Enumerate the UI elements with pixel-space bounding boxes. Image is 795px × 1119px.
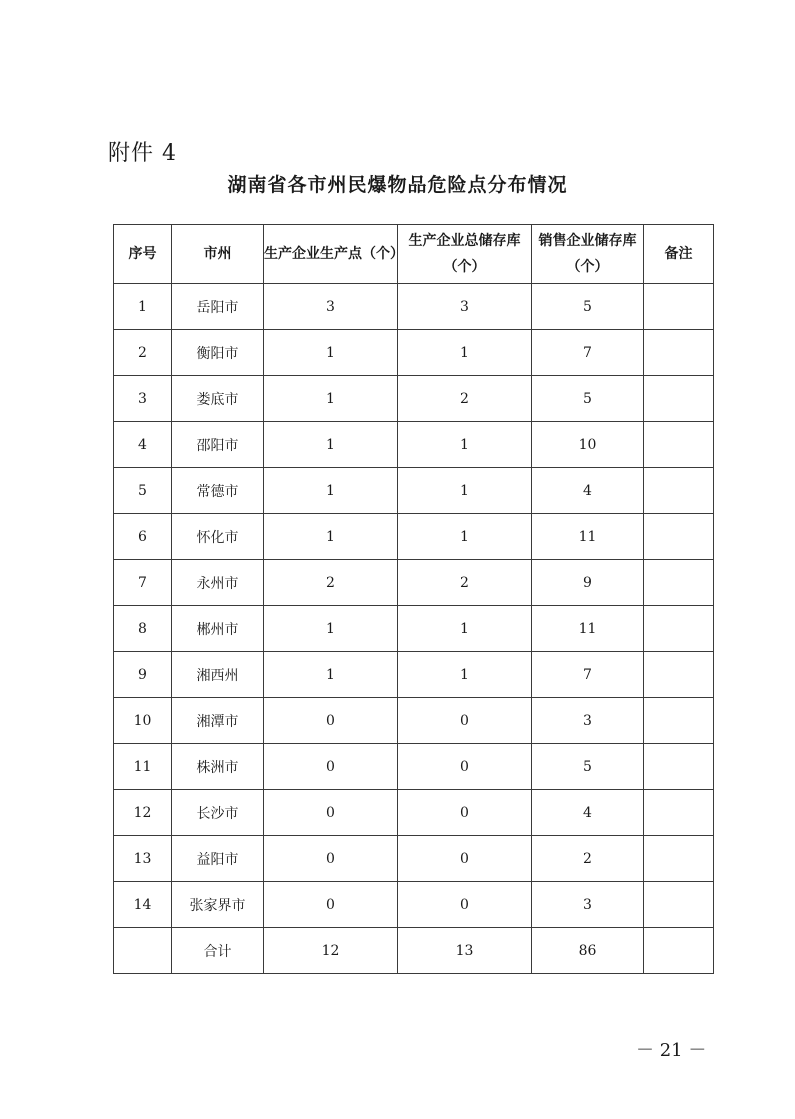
cell-city: 郴州市	[172, 606, 264, 652]
cell-production-storage: 2	[398, 560, 532, 606]
cell-production-storage: 1	[398, 652, 532, 698]
cell-production-storage: 3	[398, 284, 532, 330]
cell-production-points: 1	[264, 652, 398, 698]
cell-sales-storage: 4	[532, 790, 644, 836]
cell-remarks	[644, 744, 714, 790]
cell-remarks	[644, 560, 714, 606]
cell-sales-storage: 9	[532, 560, 644, 606]
cell-production-points: 1	[264, 330, 398, 376]
total-cell-production-storage: 13	[398, 928, 532, 974]
cell-city: 张家界市	[172, 882, 264, 928]
header-remarks: 备注	[644, 225, 714, 284]
cell-production-storage: 0	[398, 790, 532, 836]
cell-seq: 9	[114, 652, 172, 698]
cell-remarks	[644, 284, 714, 330]
cell-remarks	[644, 606, 714, 652]
cell-sales-storage: 2	[532, 836, 644, 882]
table-row	[114, 606, 714, 652]
cell-production-storage: 2	[398, 376, 532, 422]
header-sales-storage: 销售企业储存库（个）	[532, 225, 644, 284]
cell-city: 邵阳市	[172, 422, 264, 468]
table-row	[114, 284, 714, 330]
cell-seq: 2	[114, 330, 172, 376]
table-row	[114, 652, 714, 698]
table-row	[114, 790, 714, 836]
header-production-storage: 生产企业总储存库（个）	[398, 225, 532, 284]
cell-remarks	[644, 422, 714, 468]
cell-production-points: 0	[264, 698, 398, 744]
table-row	[114, 468, 714, 514]
cell-sales-storage: 7	[532, 652, 644, 698]
cell-seq: 7	[114, 560, 172, 606]
cell-remarks	[644, 698, 714, 744]
cell-city: 娄底市	[172, 376, 264, 422]
table-row	[114, 422, 714, 468]
cell-city: 岳阳市	[172, 284, 264, 330]
cell-sales-storage: 4	[532, 468, 644, 514]
cell-production-points: 1	[264, 606, 398, 652]
cell-seq: 10	[114, 698, 172, 744]
cell-production-storage: 0	[398, 698, 532, 744]
total-cell-sales-storage: 86	[532, 928, 644, 974]
cell-remarks	[644, 468, 714, 514]
table-row	[114, 560, 714, 606]
cell-city: 怀化市	[172, 514, 264, 560]
cell-city: 永州市	[172, 560, 264, 606]
cell-remarks	[644, 790, 714, 836]
cell-production-storage: 0	[398, 836, 532, 882]
cell-production-storage: 1	[398, 514, 532, 560]
cell-production-points: 0	[264, 882, 398, 928]
cell-city: 衡阳市	[172, 330, 264, 376]
header-seq: 序号	[114, 225, 172, 284]
table-row	[114, 744, 714, 790]
table-row	[114, 882, 714, 928]
total-cell-remarks	[644, 928, 714, 974]
cell-production-storage: 0	[398, 882, 532, 928]
cell-sales-storage: 10	[532, 422, 644, 468]
total-cell-city: 合计	[172, 928, 264, 974]
cell-remarks	[644, 330, 714, 376]
cell-production-storage: 0	[398, 744, 532, 790]
cell-sales-storage: 11	[532, 606, 644, 652]
cell-production-storage: 1	[398, 468, 532, 514]
cell-seq: 13	[114, 836, 172, 882]
cell-production-points: 1	[264, 376, 398, 422]
cell-remarks	[644, 514, 714, 560]
cell-production-points: 2	[264, 560, 398, 606]
table-header-row	[114, 225, 714, 284]
table-row	[114, 376, 714, 422]
cell-sales-storage: 5	[532, 376, 644, 422]
cell-production-points: 0	[264, 836, 398, 882]
table-row	[114, 330, 714, 376]
header-city: 市州	[172, 225, 264, 284]
header-production-points: 生产企业生产点（个）	[264, 225, 398, 284]
total-cell-seq	[114, 928, 172, 974]
cell-seq: 5	[114, 468, 172, 514]
cell-city: 常德市	[172, 468, 264, 514]
cell-production-storage: 1	[398, 330, 532, 376]
table-row	[114, 836, 714, 882]
cell-city: 益阳市	[172, 836, 264, 882]
cell-city: 湘潭市	[172, 698, 264, 744]
table-total-row	[114, 928, 714, 974]
cell-city: 株洲市	[172, 744, 264, 790]
cell-remarks	[644, 882, 714, 928]
cell-production-points: 3	[264, 284, 398, 330]
cell-seq: 1	[114, 284, 172, 330]
annex-label: 附件 4	[108, 141, 177, 166]
cell-seq: 3	[114, 376, 172, 422]
document-title: 湖南省各市州民爆物品危险点分布情况	[227, 174, 568, 196]
cell-sales-storage: 3	[532, 882, 644, 928]
cell-sales-storage: 7	[532, 330, 644, 376]
cell-seq: 6	[114, 514, 172, 560]
total-cell-production-points: 12	[264, 928, 398, 974]
cell-production-points: 1	[264, 514, 398, 560]
cell-seq: 8	[114, 606, 172, 652]
cell-sales-storage: 11	[532, 514, 644, 560]
cell-production-points: 1	[264, 422, 398, 468]
page-number: － 21 －	[636, 1040, 707, 1061]
cell-sales-storage: 5	[532, 284, 644, 330]
hazard-distribution-table	[113, 224, 714, 974]
cell-seq: 14	[114, 882, 172, 928]
table-row	[114, 698, 714, 744]
cell-sales-storage: 5	[532, 744, 644, 790]
cell-remarks	[644, 652, 714, 698]
cell-production-storage: 1	[398, 422, 532, 468]
cell-production-points: 0	[264, 744, 398, 790]
cell-city: 湘西州	[172, 652, 264, 698]
cell-seq: 4	[114, 422, 172, 468]
cell-seq: 11	[114, 744, 172, 790]
cell-sales-storage: 3	[532, 698, 644, 744]
cell-production-points: 1	[264, 468, 398, 514]
cell-production-points: 0	[264, 790, 398, 836]
cell-seq: 12	[114, 790, 172, 836]
cell-production-storage: 1	[398, 606, 532, 652]
table-row	[114, 514, 714, 560]
cell-remarks	[644, 376, 714, 422]
cell-city: 长沙市	[172, 790, 264, 836]
cell-remarks	[644, 836, 714, 882]
